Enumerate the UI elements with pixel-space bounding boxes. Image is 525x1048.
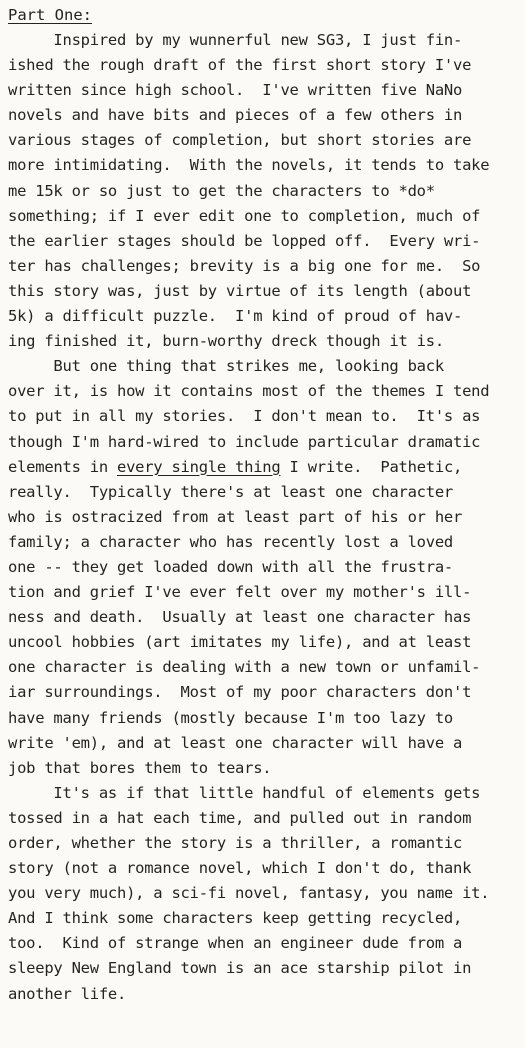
text-line: uncool hobbies (art imitates my life), and at least [8,633,472,652]
text-line: tossed in a hat each time, and pulled out in random [8,808,472,827]
text-line: But one thing that strikes me, looking back [8,357,444,376]
text-line: Inspired by my wunnerful new SG3, I just fin- [8,31,463,49]
text-line: write 'em), and at least one character will have a [8,733,463,752]
text-line: sleepy New England town is an ace starship pilot in [8,959,472,978]
text-line: have many friends (mostly because I'm too lazy to [8,708,454,727]
text-line: various stages of completion, but short stories are [8,131,472,150]
text-line: elements in every single thing I write. Pathetic, [8,457,463,476]
text-line: written since high school. I've written five NaNo [8,81,463,100]
text-line: story (not a romance novel, which I don't do, thank [8,859,472,878]
text-line: me 15k or so just to get the characters to *do* [8,181,435,200]
text-line: too. Kind of strange when an engineer dude from a [8,934,463,953]
text-line: ness and death. Usually at least one character has [8,608,472,627]
text-line: 5k) a difficult puzzle. I'm kind of proud of hav- [8,307,463,326]
text-line: this story was, just by virtue of its length (about [8,281,472,300]
text-line: tion and grief I've ever felt over my mother's ill- [8,583,472,602]
text-line: over it, is how it contains most of the themes I tend [8,382,490,401]
text-line: more intimidating. With the novels, it tends to take [8,156,490,175]
body-text [8,28,519,1007]
text-line: the earlier stages should be lopped off. Every wri- [8,231,481,250]
text-line: though I'm hard-wired to include particular dramatic [8,432,481,451]
text-line: novels and have bits and pieces of a few others in [8,106,463,125]
text-line: ing finished it, burn-worthy dreck though it is. [8,332,444,351]
text-line: you very much), a sci-fi novel, fantasy, you name it. [8,884,490,903]
text-line: order, whether the story is a thriller, a romantic [8,834,463,852]
text-line: It's as if that little handful of elements gets [8,783,481,802]
text-line: iar surroundings. Most of my poor characters don't [8,683,472,702]
text-line: And I think some characters keep getting recycled, [8,909,463,928]
text-line: who is ostracized from at least part of his or her [8,507,463,526]
text-line: one character is dealing with a new town or unfamil- [8,658,481,677]
section-heading: Part One: [8,6,92,24]
text-line: something; if I ever edit one to completion, much of [8,206,481,225]
text-line: another life. [8,984,127,1003]
text-line: ter has challenges; brevity is a big one for me. So [8,256,481,275]
text-line: one -- they get loaded down with all the frustra- [8,557,454,576]
text-line: job that bores them to tears. [8,758,272,777]
text-line: to put in all my stories. I don't mean to. It's as [8,407,481,426]
text-line: really. Typically there's at least one character [8,482,454,501]
text-line: family; a character who has recently lost a loved [8,532,454,551]
text-line: ished the rough draft of the first short story I've [8,56,472,75]
underlined-phrase: every single thing [116,457,281,476]
